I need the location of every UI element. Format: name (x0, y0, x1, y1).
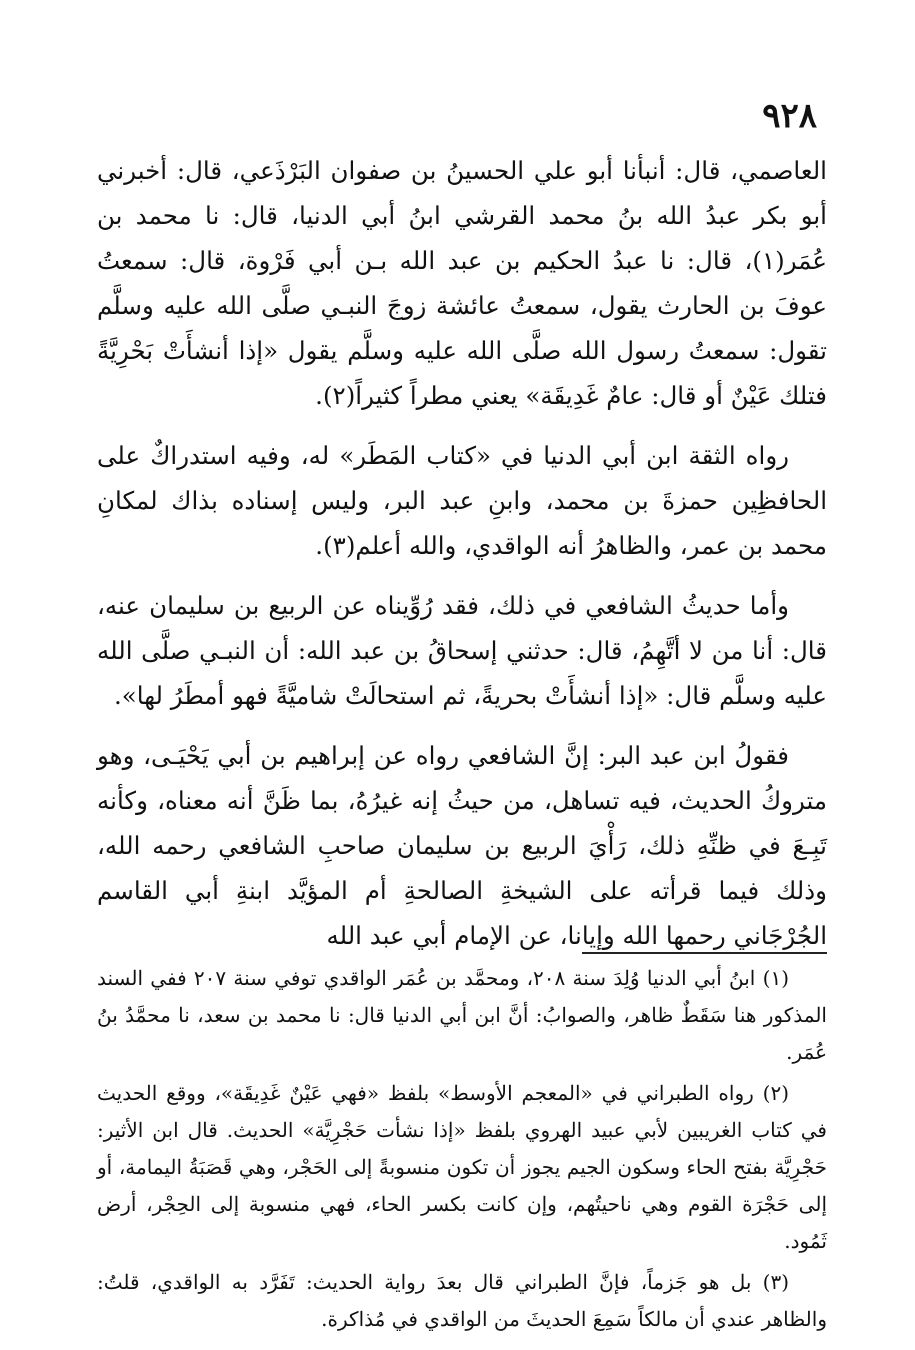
footnotes-block (97, 960, 827, 1338)
footnote-3: (٣) بل هو جَزماً، فإنَّ الطبراني قال بعدَ رواية الحديث: تَفَرَّد به الواقدي، قلتُ: والظاهر عندي أن مالكاً سَمِعَ الحديثَ من الواقدي في مُذاكرة. (97, 1270, 827, 1331)
main-text-block (97, 148, 827, 973)
page-number: ٩٢٨ (762, 96, 817, 136)
paragraph-4: فقولُ ابن عبد البر: إنَّ الشافعي رواه عن إبراهيم بن أبي يَحْيَـى، وهو متروكُ الحديث، فيه تساهل، من حيثُ إنه غيرُهُ، بما ظَنَّ أنه معناه، وكأنه تَبِـعَ في ظنِّهِ ذلك، رَأْيَ الربيع بن سليمان صاحبِ الشافعي رحمه الله، وذلك فيما قرأته على الشيخةِ الصالحةِ أم المؤيَّد ابنةِ أبي القاسم الجُرْجَاني رحمها الله وإيانا، عن الإمام أبي عبد الله (97, 741, 827, 950)
footnote-divider (582, 952, 827, 954)
footnote-1: (١) ابنُ أبي الدنيا وُلِدَ سنة ٢٠٨، ومحمَّد بن عُمَر الواقدي توفي سنة ٢٠٧ ففي السند المذكور هنا سَقَطٌ ظاهر، والصوابُ: أنَّ ابن أبي الدنيا قال: نا محمد بن سعد، نا محمَّدُ بنُ عُمَر. (97, 966, 827, 1064)
paragraph-2: رواه الثقة ابن أبي الدنيا في «كتاب المَطَر» له، وفيه استدراكٌ على الحافظِين حمزةَ بن محمد، وابنِ عبد البر، وليس إسناده بذاك لمكانِ محمد بن عمر، والظاهرُ أنه الواقدي، والله أعلم(٣). (97, 441, 827, 560)
footnote-2: (٢) رواه الطبراني في «المعجم الأوسط» بلفظ «فهي عَيْنٌ غَدِيقَة»، ووقع الحديث في كتاب الغريبين لأبي عبيد الهروي بلفظ «إذا نشأت حَجْرِيَّة» الحديث. قال ابن الأثير: حَجْرِيَّة بفتح الحاء وسكون الجيم يجوز أن تكون منسوبةً إلى الحَجْر، وهي قَصَبَةُ اليمامة، أو إلى حَجْرَة القوم وهي ناحيتُهم، وإن كانت بكسر الحاء، فهي منسوبة إلى الحِجْر، أرض ثَمُود. (97, 1081, 827, 1253)
paragraph-1: العاصمي، قال: أنبأنا أبو علي الحسينُ بن صفوان البَرْذَعي، قال: أخبرني أبو بكر عبدُ الله بنُ محمد القرشي ابنُ أبي الدنيا، قال: نا محمد بن عُمَر(١)، قال: نا عبدُ الحكيم بن عبد الله بـن أبي فَرْوة، قال: سمعتُ عوفَ بن الحارث يقول، سمعتُ عائشة زوجَ النبـي صلَّى الله عليه وسلَّم تقول: سمعتُ رسول الله صلَّى الله عليه وسلَّم يقول «إذا أنشأَتْ بَحْرِيَّةً فتلك عَيْنٌ أو قال: عامٌ غَدِيقَة» يعني مطراً كثيراً(٢). (97, 156, 827, 410)
paragraph-3: وأما حديثُ الشافعي في ذلك، فقد رُوِّيناه عن الربيع بن سليمان عنه، قال: أنا من لا أتَّهِمُ، قال: حدثني إسحاقُ بن عبد الله: أن النبـي صلَّى الله عليه وسلَّم قال: «إذا أنشأَتْ بحريةً، ثم استحالَتْ شاميَّةً فهو أمطَرُ لها». (97, 591, 827, 710)
